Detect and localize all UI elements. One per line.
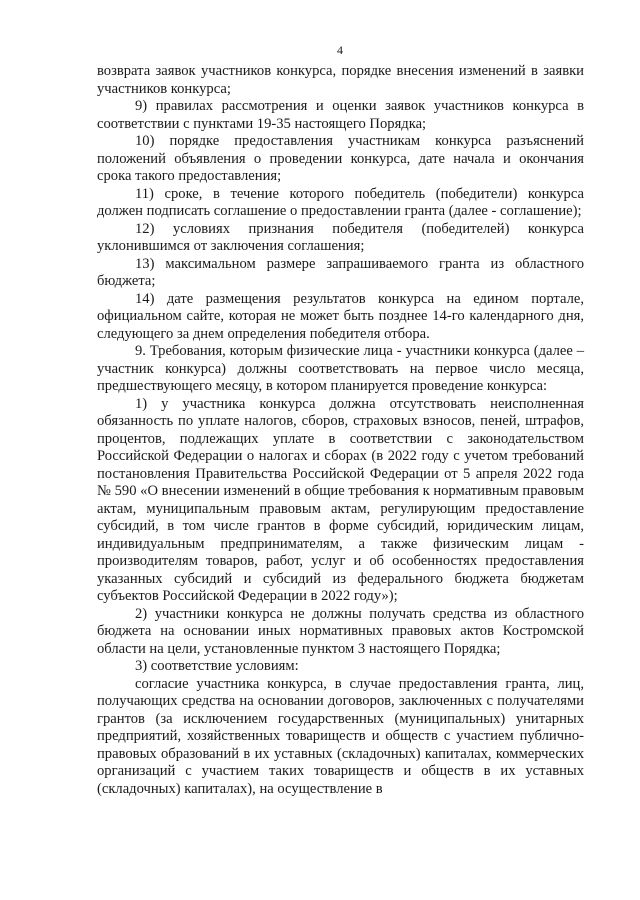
paragraph-item-9: 9) правилах рассмотрения и оценки заявок участников конкурса в соответствии с пунктами 19-35 настоящего Порядка; [97,98,584,132]
document-body [97,63,584,798]
paragraph-requirement-1: 1) у участника конкурса должна отсутствовать неисполненная обязанность по уплате налогов, сборов, страховых взносов, пеней, штрафов, процентов, подлежащих уплате в соответствии с законодательством Российской Федерации о налогах и сборах (в 2022 году с учетом требований постановления Правительства Российской Федерации от 5 апреля 2022 года № 590 «О внесении изменений в общие требования к нормативным правовым актам, муниципальным правовым актам, регулирующим предоставление субсидий, в том числе грантов в форме субсидий, юридическим лицам, индивидуальным предпринимателям, а также физическим лицам - производителям товаров, работ, услуг и об особенностях предоставления указанных субсидий и субсидий из федерального бюджета бюджетам субъектов Российской Федерации в 2022 году»); [97,395,584,604]
paragraph-continuation: возврата заявок участников конкурса, порядке внесения изменений в заявки участников конкурса; [97,63,584,97]
paragraph-requirement-3: 3) соответствие условиям: [135,658,299,674]
page-number: 4 [337,43,343,57]
paragraph-item-13: 13) максимальном размере запрашиваемого гранта из областного бюджета; [97,255,584,289]
paragraph-requirement-2: 2) участники конкурса не должны получать средства из областного бюджета на основании иных нормативных правовых актов Костромской области на цели, установленные пунктом 3 настоящего Порядка; [97,605,584,657]
paragraph-section-9: 9. Требования, которым физические лица - участники конкурса (далее – участник конкурса) должны соответствовать на первое число месяца, предшествующего месяцу, в котором планируется проведение конкурса: [97,343,584,394]
paragraph-consent: согласие участника конкурса, в случае предоставления гранта, лиц, получающих средства на основании договоров, заключенных с получателями грантов (за исключением государственных (муниципальных) унитарных предприятий, хозяйственных товариществ и обществ с участием публично-правовых образований в их уставных (складочных) капиталах, коммерческих организаций с участием таких товариществ и обществ в их уставных (складочных) капиталах), на осуществление в [97,675,584,797]
paragraph-item-12: 12) условиях признания победителя (победителей) конкурса уклонившимся от заключения соглашения; [97,220,584,254]
paragraph-item-11: 11) сроке, в течение которого победитель (победители) конкурса должен подписать соглашение о предоставлении гранта (далее - соглашение); [97,185,584,219]
paragraph-item-10: 10) порядке предоставления участникам конкурса разъяснений положений объявления о проведении конкурса, дате начала и окончания срока такого предоставления; [97,133,584,184]
paragraph-item-14: 14) дате размещения результатов конкурса на едином портале, официальном сайте, которая не может быть позднее 14-го календарного дня, следующего за днем определения победителя отбора. [97,290,584,342]
